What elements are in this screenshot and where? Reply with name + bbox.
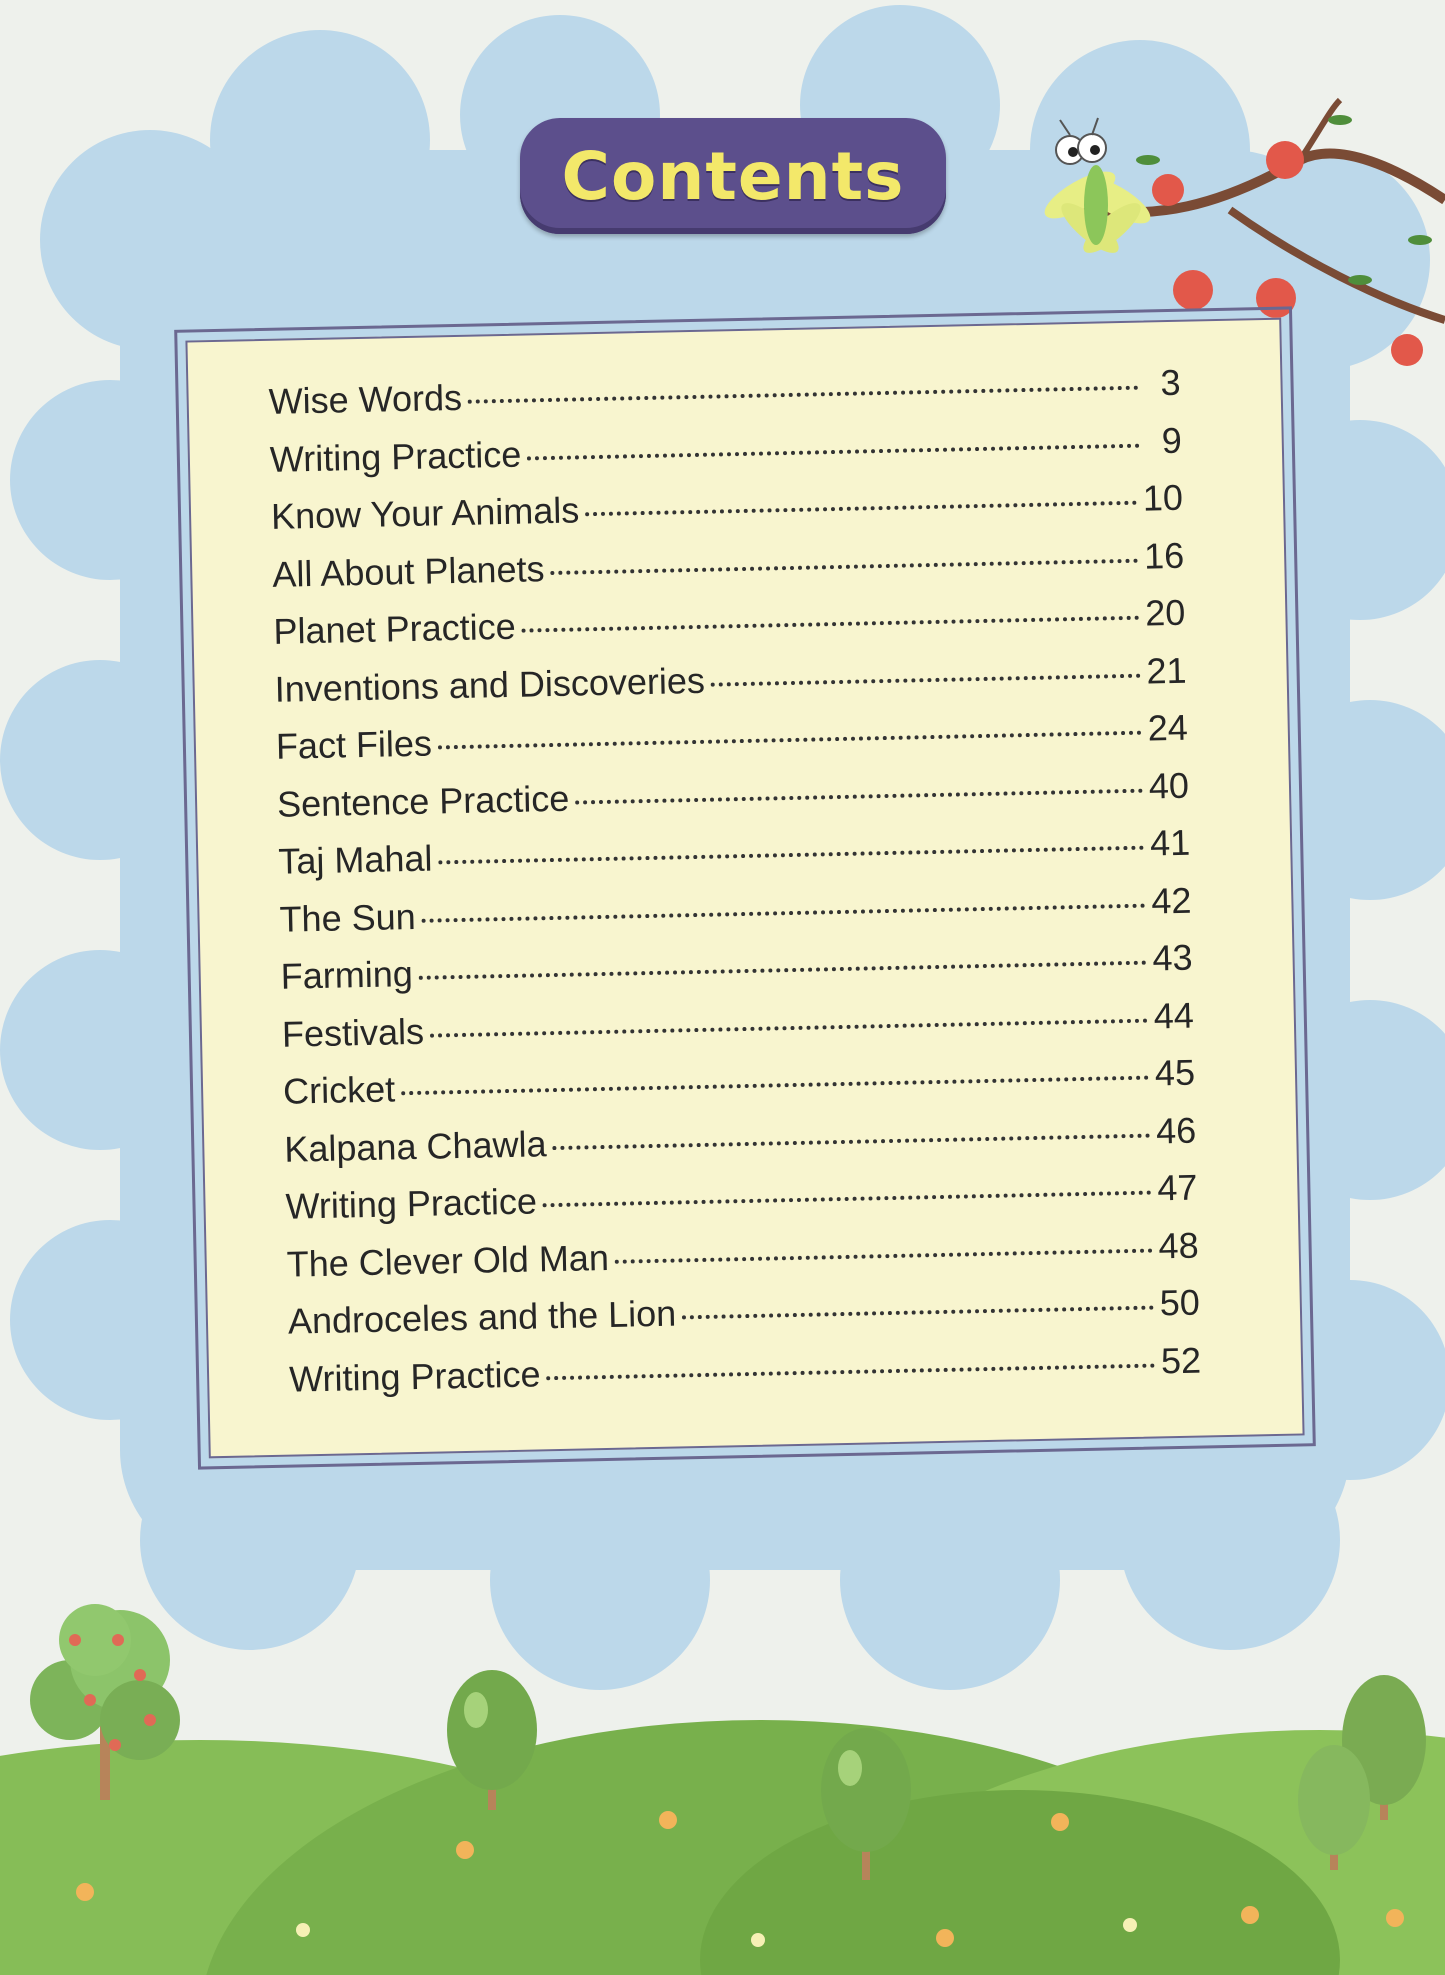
toc-dot-leader: [527, 443, 1140, 460]
toc-entry-title: Writing Practice: [269, 433, 522, 480]
toc-entry-title: Taj Mahal: [277, 837, 433, 882]
toc-dot-leader: [422, 903, 1146, 922]
toc-entry-page: 45: [1154, 1051, 1196, 1094]
toc-dot-leader: [575, 788, 1143, 804]
toc-dot-leader: [547, 1363, 1155, 1380]
toc-entry-title: Know Your Animals: [270, 489, 580, 537]
toc-entry-page: 41: [1149, 821, 1191, 864]
toc-dot-leader: [438, 731, 1142, 750]
toc-entry-title: Cricket: [282, 1068, 396, 1112]
toc-entry-page: 48: [1158, 1224, 1199, 1266]
toc-entry-page: 40: [1148, 764, 1190, 807]
toc-entry-title: Sentence Practice: [276, 777, 570, 825]
toc-entry-title: Writing Practice: [288, 1352, 541, 1400]
toc-entry-page: 43: [1152, 936, 1193, 979]
toc-entry-page: 24: [1147, 706, 1189, 749]
toc-entry-page: 46: [1155, 1109, 1197, 1151]
toc-dot-leader: [711, 673, 1141, 686]
toc-frame: [174, 306, 1316, 1469]
toc-entry-title: Farming: [280, 952, 414, 997]
toc-entry-page: 52: [1160, 1339, 1202, 1381]
toc-entry-page: 16: [1143, 534, 1185, 577]
toc-dot-leader: [419, 961, 1147, 980]
toc-dot-leader: [682, 1306, 1154, 1320]
toc-dot-leader: [468, 386, 1139, 404]
toc-dot-leader: [585, 501, 1137, 517]
toc-entry-page: 9: [1161, 419, 1183, 461]
toc-entry-title: Planet Practice: [273, 605, 517, 652]
toc-entry-title: Festivals: [281, 1010, 425, 1055]
toc-entry-page: 42: [1150, 879, 1192, 921]
toc-entry-page: 21: [1146, 649, 1187, 692]
toc-entry-title: Fact Files: [275, 722, 433, 767]
toc-entry-page: 20: [1144, 591, 1186, 634]
toc-dot-leader: [615, 1248, 1153, 1263]
toc-entry-page: 10: [1142, 476, 1184, 519]
toc-dot-leader: [401, 1076, 1149, 1096]
toc-dot-leader: [543, 1191, 1151, 1208]
toc-entry-page: 50: [1159, 1281, 1201, 1324]
contents-title-pill: [520, 118, 946, 234]
toc-entry-page: 47: [1156, 1166, 1198, 1209]
page-title: Contents: [561, 137, 905, 215]
toc-entry-title: Writing Practice: [285, 1180, 538, 1227]
toc-entry-title: Inventions and Discoveries: [274, 659, 706, 710]
toc-dot-leader: [553, 1133, 1151, 1150]
toc-list: [268, 362, 1201, 1416]
toc-entry-title: Kalpana Chawla: [283, 1122, 547, 1170]
toc-dot-leader: [522, 616, 1140, 633]
toc-dot-leader: [430, 1018, 1148, 1037]
toc-dot-leader: [438, 846, 1144, 865]
toc-entry-title: The Sun: [279, 895, 417, 940]
toc-entry-title: Androceles and the Lion: [287, 1292, 677, 1342]
toc-entry-title: Wise Words: [268, 376, 463, 422]
toc-entry-page: 3: [1160, 361, 1181, 404]
toc-entry-page: 44: [1153, 994, 1195, 1036]
toc-entry-title: The Clever Old Man: [286, 1236, 610, 1285]
hills: [0, 1720, 1445, 1975]
toc-dot-leader: [550, 558, 1138, 574]
toc-panel: [185, 318, 1304, 1459]
toc-entry-title: All About Planets: [271, 547, 545, 595]
